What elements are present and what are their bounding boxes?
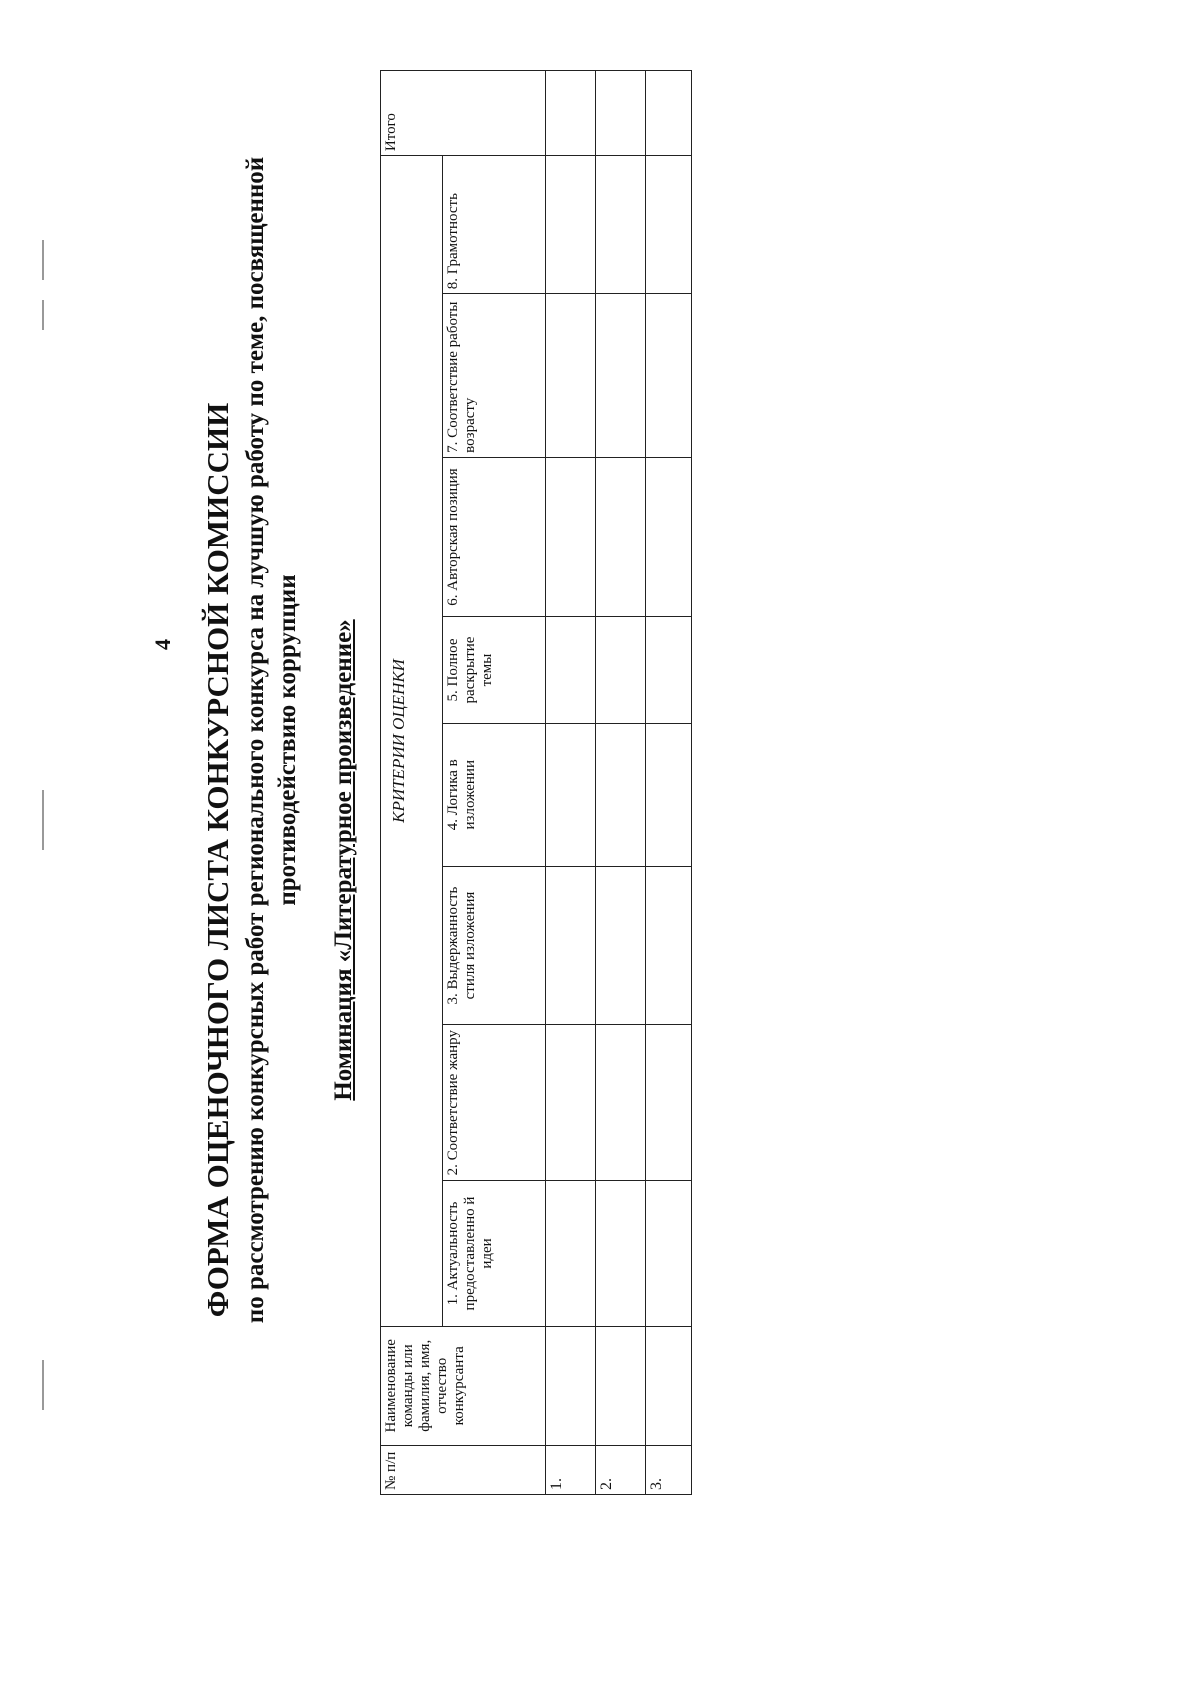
table-cell [546,156,596,294]
table-cell [646,71,692,156]
table-cell [546,1326,596,1445]
scan-artifact [42,1360,44,1410]
table-cell [596,1025,646,1181]
header-name: Наименование команды или фамилия, имя, отчество конкурсанта [381,1326,546,1445]
table-cell [596,1181,646,1327]
header-row-1 [381,71,443,1495]
table-row [596,71,646,1495]
table-cell [546,1181,596,1327]
subtitle-line-1: по рассмотрению конкурсных работ регионального конкурса на лучшую работу по теме, посвященной [242,156,269,1324]
criteria-header: КРИТЕРИИ ОЦЕНКИ [381,156,443,1327]
header-total: Итого [381,71,546,156]
criterion-6: 6. Авторская позиция [443,457,546,617]
header-num: № п/п [381,1445,546,1494]
table-cell [546,457,596,617]
table-cell [546,723,596,866]
table-cell [646,457,692,617]
table-cell [596,457,646,617]
row-number: 2. [596,1445,646,1494]
table-cell [546,617,596,723]
rotated-sheet [30,70,1130,1650]
table-cell [646,156,692,294]
table-cell [646,723,692,866]
table-cell [596,866,646,1024]
table-cell [546,294,596,458]
criterion-3: 3. Выдержанность стиля изложения [443,866,546,1024]
scan-artifact [42,300,44,330]
nomination-heading: Номинация «Литературное произведение» [330,619,357,1101]
header-row-2 [443,71,546,1495]
table-cell [596,617,646,723]
table-cell [546,71,596,156]
table-row [646,71,692,1495]
table-cell [596,156,646,294]
table-cell [596,1326,646,1445]
table-cell [646,1181,692,1327]
table-cell [646,1025,692,1181]
table-row [546,71,596,1495]
criterion-7: 7. Соответствие работы возрасту [443,294,546,458]
page-number: 4 [150,639,175,650]
evaluation-table [380,70,692,1495]
table-cell [596,294,646,458]
criterion-4: 4. Логика в изложении [443,723,546,866]
table-cell [646,1326,692,1445]
page-title: ФОРМА ОЦЕНОЧНОГО ЛИСТА КОНКУРСНОЙ КОМИССИИ [200,402,235,1318]
row-number: 3. [646,1445,692,1494]
scan-artifact [42,240,44,280]
table-cell [646,866,692,1024]
criterion-1: 1. Актуальность предоставленно й идеи [443,1181,546,1327]
subtitle-line-2: противодействию коррупции [274,574,301,906]
criterion-8: 8. Грамотность [443,156,546,294]
subtitle [240,0,304,1530]
table-cell [546,866,596,1024]
criterion-5: 5. Полное раскрытие темы [443,617,546,723]
table-cell [546,1025,596,1181]
table-cell [646,617,692,723]
row-number: 1. [546,1445,596,1494]
criterion-2: 2. Соответствие жанру [443,1025,546,1181]
table-cell [646,294,692,458]
scan-artifact [42,790,44,850]
table-cell [596,723,646,866]
table-cell [596,71,646,156]
